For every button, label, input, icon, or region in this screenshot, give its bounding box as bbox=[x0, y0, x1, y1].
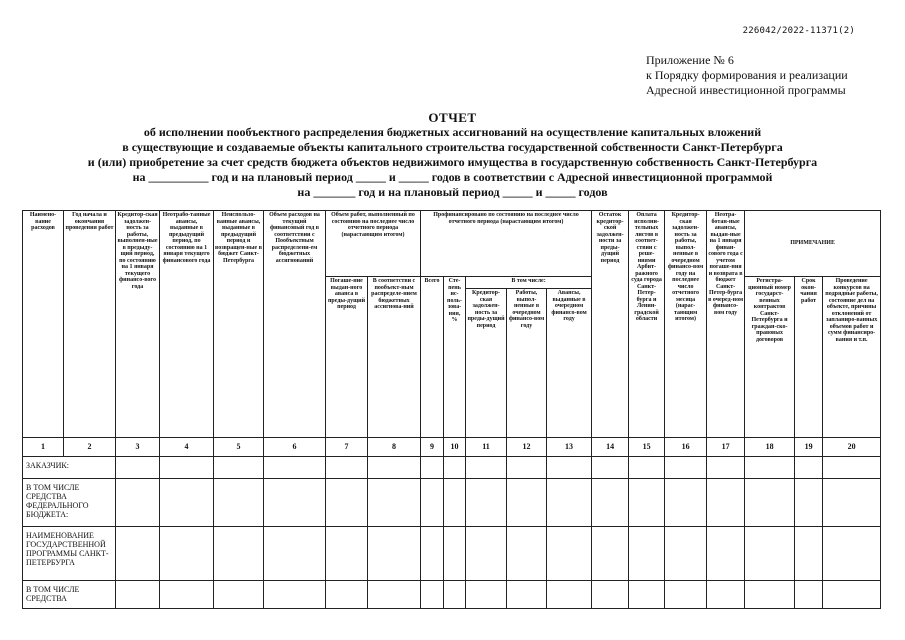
row-label-federal-budget: В ТОМ ЧИСЛЕ СРЕДСТВА ФЕДЕРАЛЬНОГО БЮДЖЕТА: bbox=[23, 479, 116, 527]
report-title-line-2: в существующие и создаваемые объекты капитального строительства государственной собственности Санкт-Петербурга bbox=[122, 140, 783, 154]
header-col-16: Кредитор-ская задолжен-ность за работы, выпол-ненные в очередном финансо-вом году на последнее число отчетного месяца (нарас-тающим итогом) bbox=[665, 211, 707, 438]
report-title bbox=[0, 110, 905, 200]
table-row bbox=[23, 527, 881, 581]
report-title-line-3: и (или) приобретение за счет средств бюджета объектов недвижимого имущества в государственную собственность Санкт-Петербурга bbox=[87, 155, 818, 169]
header-col-2: Год начала и окончания проведения работ bbox=[64, 211, 116, 438]
table-row bbox=[23, 479, 881, 527]
header-col-9: Всего bbox=[421, 277, 444, 438]
header-col-1: Наимено-вание расходов bbox=[23, 211, 64, 438]
row-label-state-program: НАИМЕНОВАНИЕ ГОСУДАРСТВЕННОЙ ПРОГРАММЫ САНКТ-ПЕТЕРБУРГА bbox=[23, 527, 116, 581]
column-number: 15 bbox=[629, 438, 665, 457]
appendix-line-3: Адресной инвестиционной программы bbox=[646, 83, 846, 97]
header-col-6: Объем расходов на текущий финансовый год в соответствии с Пообъектным распределени-ем бюджетных ассигнований bbox=[264, 211, 326, 438]
header-col-18: Регистра-ционный номер государст-венных контрактов Санкт-Петербурга и граждан-ско-правовых договоров bbox=[745, 277, 795, 438]
header-col-9-13: Профинансировано по состоянию на последнее число отчетного периода (нарастающим итогом) bbox=[421, 211, 592, 277]
report-title-line-4: на __________ год и на плановый период _____ и _____ годов в соответствии с Адресной инвестиционной программой bbox=[132, 170, 773, 184]
report-title-line-5: на _______ год и на плановый период _____ и _____ годов bbox=[297, 185, 608, 199]
header-col-8: В соответстви с пообъект-ным распределе-нием бюджетных ассигнова-ний bbox=[368, 277, 421, 438]
row-label-customer: ЗАКАЗЧИК: bbox=[23, 457, 116, 479]
column-number: 5 bbox=[214, 438, 264, 457]
header-col-19: Срок окон-чания работ bbox=[795, 277, 823, 438]
column-number: 18 bbox=[745, 438, 795, 457]
column-number: 6 bbox=[264, 438, 326, 457]
appendix-line-2: к Порядку формирования и реализации bbox=[646, 68, 848, 82]
column-number: 10 bbox=[444, 438, 466, 457]
column-number: 12 bbox=[507, 438, 547, 457]
column-number: 20 bbox=[823, 438, 881, 457]
header-col-7-8: Объем работ, выполненный по состоянию на последнее число отчетного периода (нарастающим итогом) bbox=[326, 211, 421, 277]
header-col-11: Кредитор-ская задолжен-ность за преды-дущий период bbox=[466, 289, 507, 438]
appendix-block bbox=[646, 53, 848, 98]
column-number: 11 bbox=[466, 438, 507, 457]
column-number: 16 bbox=[665, 438, 707, 457]
column-number: 17 bbox=[707, 438, 745, 457]
header-col-11-13: В том числе: bbox=[466, 277, 592, 289]
header-col-15: Оплата исполни-тельных листов в соответ-ствии с реше-ниями Арбит-ражного суда города Санкт-Петер-бурга и Ленин-градской области bbox=[629, 211, 665, 438]
header-col-17: Неотра-ботан-ные авансы, выдан-ные на 1 января финан-сового года с учетом погаше-ния и возврата в бюджет Санкт-Петер-бурга в очеред-ном финансо-вом году bbox=[707, 211, 745, 438]
column-number: 14 bbox=[592, 438, 629, 457]
header-col-12: Работы, выпол-ненные в очередном финансо-вом году bbox=[507, 289, 547, 438]
header-col-18-20: ПРИМЕЧАНИЕ bbox=[745, 211, 881, 277]
column-number: 19 bbox=[795, 438, 823, 457]
column-number: 8 bbox=[368, 438, 421, 457]
column-number: 1 bbox=[23, 438, 64, 457]
row-label-including-funds: В ТОМ ЧИСЛЕ СРЕДСТВА bbox=[23, 581, 116, 609]
header-col-13: Авансы, выданные в очередном финансо-вом году bbox=[547, 289, 592, 438]
column-number: 13 bbox=[547, 438, 592, 457]
report-table bbox=[22, 210, 881, 609]
header-col-4: Неотрабо-танные авансы, выданные в предыдущий период, по состоянию на 1 января текущего финансового года bbox=[160, 211, 214, 438]
header-col-20: Проведение конкурсов на подрядные работы, состояние дел на объекте, причины отклонений от запланиро-ванных объемов работ и сумм финансиро-вания и т.п. bbox=[823, 277, 881, 438]
column-number: 7 bbox=[326, 438, 368, 457]
appendix-line-1: Приложение № 6 bbox=[646, 53, 734, 67]
column-number-row bbox=[23, 438, 881, 457]
column-number: 3 bbox=[116, 438, 160, 457]
header-col-3: Кредитор-ская задолжен-ность за работы, выполнен-ные в предыду-щий период, по состоянию на 1 января текущего финансо-вого года bbox=[116, 211, 160, 438]
report-title-line-1: об исполнении пообъектного распределения бюджетных ассигнований на осуществление капитальных вложений bbox=[143, 125, 762, 139]
document-number: 226042/2022-11371(2) bbox=[742, 26, 855, 36]
table-row bbox=[23, 457, 881, 479]
header-col-10: Сте-пень ис-поль-зова-ния, % bbox=[444, 277, 466, 438]
header-col-14: Остаток кредитор-ской задолжен-ности за преды-дущий период bbox=[592, 211, 629, 438]
column-number: 4 bbox=[160, 438, 214, 457]
column-number: 9 bbox=[421, 438, 444, 457]
table-row bbox=[23, 581, 881, 609]
column-number: 2 bbox=[64, 438, 116, 457]
header-col-7: Погаше-ние выдан-ного аванса в преды-дущий период bbox=[326, 277, 368, 438]
header-col-5: Неиспользо-ванные авансы, выданные в предыдущий период и возвращен-ные в бюджет Санкт-Петербурга bbox=[214, 211, 264, 438]
report-title-main: ОТЧЕТ bbox=[428, 110, 477, 125]
